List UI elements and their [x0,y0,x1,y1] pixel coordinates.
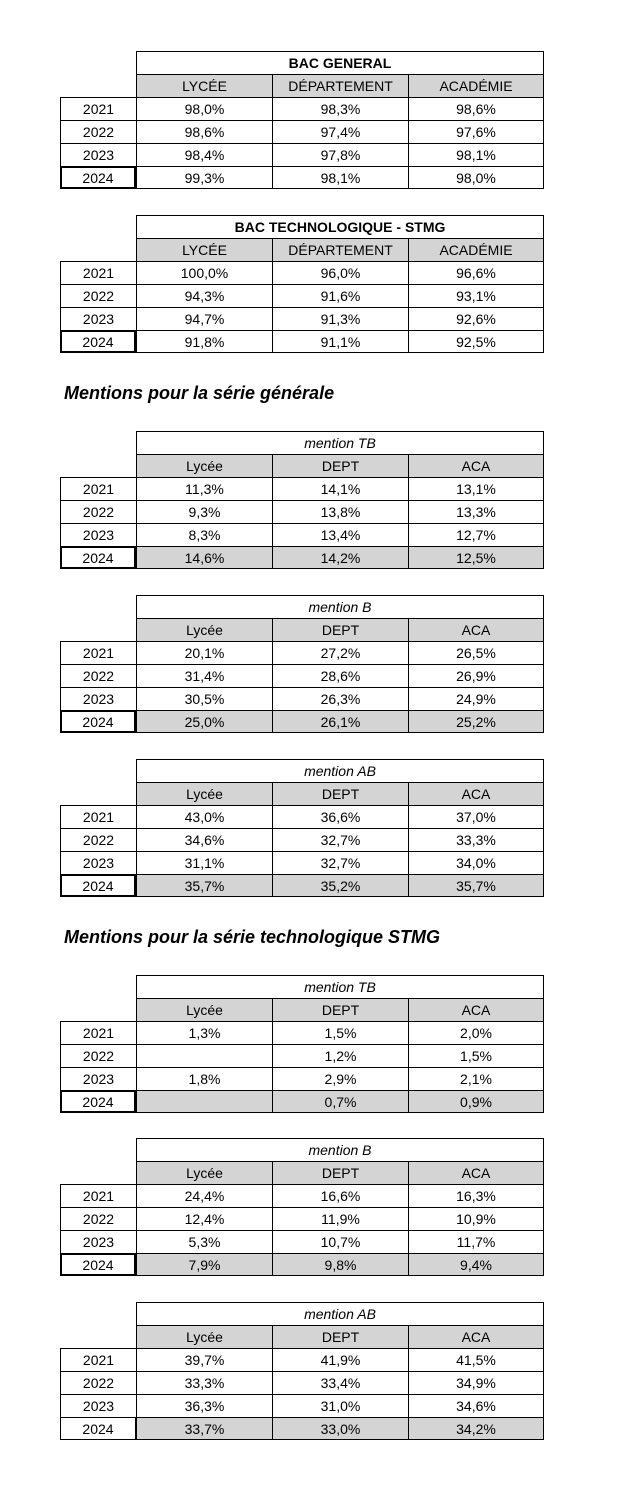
year-cell: 2023 [60,1067,136,1090]
value-cell: 36,6% [272,805,408,828]
value-cell: 7,9% [136,1253,272,1276]
value-cell: 1,8% [136,1067,272,1090]
table-title: mention B [136,595,544,618]
section-title-stmg: Mentions pour la série technologique STMG [64,927,441,947]
value-cell: 11,7% [408,1230,544,1253]
value-cell: 10,7% [272,1230,408,1253]
value-cell: 14,1% [272,477,408,500]
table-title: BAC TECHNOLOGIQUE - STMG [136,215,544,238]
column-header: ACADÉMIE [408,74,544,97]
value-cell: 33,3% [408,828,544,851]
value-cell: 9,4% [408,1253,544,1276]
value-cell: 31,0% [272,1394,408,1417]
year-cell: 2021 [60,261,136,284]
year-cell: 2022 [60,1371,136,1394]
value-cell: 14,2% [272,546,408,569]
value-cell: 37,0% [408,805,544,828]
table-title: BAC GENERAL [136,51,544,74]
year-cell: 2021 [60,1348,136,1371]
table-title: mention B [136,1138,544,1161]
value-cell: 91,3% [272,307,408,330]
value-cell: 33,3% [136,1371,272,1394]
value-cell: 41,9% [272,1348,408,1371]
value-cell: 13,1% [408,477,544,500]
value-cell: 100,0% [136,261,272,284]
value-cell: 16,3% [408,1184,544,1207]
value-cell: 9,3% [136,500,272,523]
value-cell: 35,7% [408,874,544,897]
value-cell: 13,4% [272,523,408,546]
column-header: Lycée [136,998,272,1021]
year-cell: 2023 [60,1394,136,1417]
section-title-generale: Mentions pour la série générale [64,383,335,403]
value-cell: 98,1% [408,143,544,166]
year-cell: 2022 [60,120,136,143]
value-cell: 93,1% [408,284,544,307]
value-cell [136,1090,272,1113]
value-cell: 1,5% [408,1044,544,1067]
value-cell: 8,3% [136,523,272,546]
year-cell: 2022 [60,284,136,307]
value-cell: 26,1% [272,710,408,733]
value-cell: 98,6% [408,97,544,120]
column-header: ACADÉMIE [408,238,544,261]
value-cell: 34,0% [408,851,544,874]
value-cell: 31,4% [136,664,272,687]
year-cell: 2022 [60,828,136,851]
value-cell: 98,1% [272,166,408,189]
value-cell: 97,8% [272,143,408,166]
year-cell: 2023 [60,143,136,166]
year-cell: 2021 [60,1184,136,1207]
year-cell: 2024 [60,874,136,897]
value-cell: 12,4% [136,1207,272,1230]
year-cell: 2023 [60,1230,136,1253]
column-header: LYCÉE [136,74,272,97]
value-cell: 24,9% [408,687,544,710]
value-cell: 13,8% [272,500,408,523]
year-cell: 2023 [60,307,136,330]
table-title: mention TB [136,975,544,998]
value-cell: 35,7% [136,874,272,897]
value-cell: 5,3% [136,1230,272,1253]
value-cell: 24,4% [136,1184,272,1207]
column-header: DEPT [272,454,408,477]
value-cell: 94,7% [136,307,272,330]
year-cell: 2023 [60,523,136,546]
value-cell: 13,3% [408,500,544,523]
value-cell: 25,0% [136,710,272,733]
value-cell: 26,9% [408,664,544,687]
column-header: LYCÉE [136,238,272,261]
value-cell: 28,6% [272,664,408,687]
year-cell: 2024 [60,710,136,733]
column-header: ACA [408,998,544,1021]
year-cell: 2023 [60,851,136,874]
column-header: Lycée [136,454,272,477]
value-cell: 9,8% [272,1253,408,1276]
year-cell: 2022 [60,664,136,687]
value-cell: 16,6% [272,1184,408,1207]
year-cell: 2022 [60,500,136,523]
column-header: ACA [408,782,544,805]
value-cell: 11,3% [136,477,272,500]
value-cell: 41,5% [408,1348,544,1371]
year-cell: 2021 [60,641,136,664]
value-cell: 2,0% [408,1021,544,1044]
value-cell: 0,7% [272,1090,408,1113]
value-cell: 27,2% [272,641,408,664]
value-cell: 34,2% [408,1417,544,1440]
value-cell: 14,6% [136,546,272,569]
value-cell: 2,1% [408,1067,544,1090]
year-cell: 2024 [60,1417,136,1440]
year-cell: 2021 [60,1021,136,1044]
table-title: mention AB [136,1302,544,1325]
value-cell: 33,7% [136,1417,272,1440]
year-cell: 2024 [60,1253,136,1276]
value-cell: 1,3% [136,1021,272,1044]
year-cell: 2021 [60,97,136,120]
value-cell: 1,2% [272,1044,408,1067]
value-cell: 97,4% [272,120,408,143]
value-cell: 32,7% [272,828,408,851]
value-cell: 99,3% [136,166,272,189]
value-cell: 26,5% [408,641,544,664]
value-cell: 35,2% [272,874,408,897]
year-cell: 2024 [60,1090,136,1113]
column-header: Lycée [136,782,272,805]
value-cell: 39,7% [136,1348,272,1371]
value-cell: 91,8% [136,330,272,353]
value-cell: 98,4% [136,143,272,166]
value-cell: 34,6% [408,1394,544,1417]
value-cell: 34,9% [408,1371,544,1394]
year-cell: 2021 [60,805,136,828]
value-cell: 33,4% [272,1371,408,1394]
value-cell: 12,7% [408,523,544,546]
value-cell [136,1044,272,1067]
column-header: ACA [408,1161,544,1184]
value-cell: 0,9% [408,1090,544,1113]
year-cell: 2023 [60,687,136,710]
column-header: ACA [408,1325,544,1348]
value-cell: 94,3% [136,284,272,307]
column-header: DÉPARTEMENT [272,74,408,97]
value-cell: 98,3% [272,97,408,120]
column-header: DÉPARTEMENT [272,238,408,261]
column-header: DEPT [272,618,408,641]
column-header: DEPT [272,782,408,805]
value-cell: 2,9% [272,1067,408,1090]
value-cell: 91,6% [272,284,408,307]
value-cell: 96,0% [272,261,408,284]
value-cell: 32,7% [272,851,408,874]
year-cell: 2022 [60,1207,136,1230]
value-cell: 34,6% [136,828,272,851]
value-cell: 36,3% [136,1394,272,1417]
year-cell: 2022 [60,1044,136,1067]
column-header: Lycée [136,1325,272,1348]
column-header: ACA [408,454,544,477]
column-header: DEPT [272,998,408,1021]
table-title: mention AB [136,759,544,782]
value-cell: 97,6% [408,120,544,143]
value-cell: 25,2% [408,710,544,733]
column-header: DEPT [272,1161,408,1184]
value-cell: 10,9% [408,1207,544,1230]
table-title: mention TB [136,431,544,454]
value-cell: 92,6% [408,307,544,330]
column-header: Lycée [136,1161,272,1184]
value-cell: 98,0% [136,97,272,120]
year-cell: 2021 [60,477,136,500]
value-cell: 11,9% [272,1207,408,1230]
year-cell: 2024 [60,166,136,189]
column-header: DEPT [272,1325,408,1348]
column-header: ACA [408,618,544,641]
value-cell: 98,0% [408,166,544,189]
value-cell: 26,3% [272,687,408,710]
value-cell: 30,5% [136,687,272,710]
value-cell: 1,5% [272,1021,408,1044]
value-cell: 96,6% [408,261,544,284]
column-header: Lycée [136,618,272,641]
value-cell: 43,0% [136,805,272,828]
value-cell: 33,0% [272,1417,408,1440]
value-cell: 98,6% [136,120,272,143]
value-cell: 91,1% [272,330,408,353]
value-cell: 12,5% [408,546,544,569]
value-cell: 92,5% [408,330,544,353]
value-cell: 31,1% [136,851,272,874]
year-cell: 2024 [60,546,136,569]
value-cell: 20,1% [136,641,272,664]
year-cell: 2024 [60,330,136,353]
